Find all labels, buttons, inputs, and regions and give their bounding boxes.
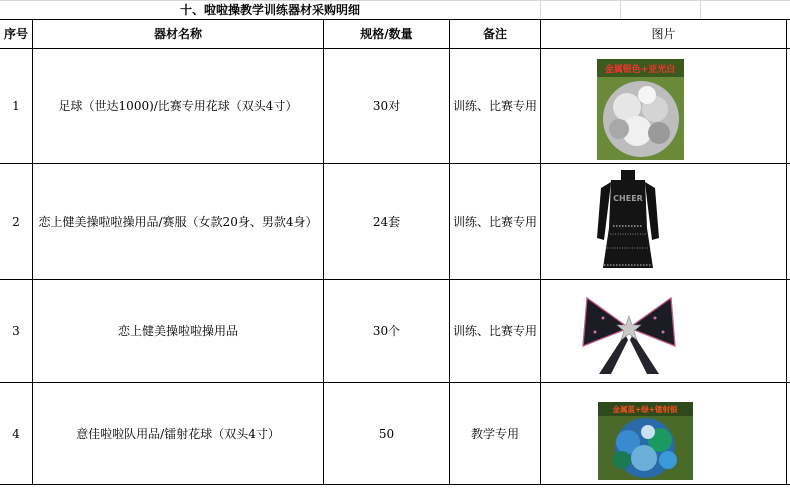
row-remark: 训练、比赛专用 xyxy=(452,214,537,229)
row-spec: 50 xyxy=(378,426,395,441)
row-index: 1 xyxy=(12,99,20,113)
cheer-uniform-icon xyxy=(593,168,663,274)
header-spec: 规格/数量 xyxy=(360,27,413,41)
header-remark: 备注 xyxy=(482,27,507,41)
laser-pom-label: 金属蓝+绿+镭射银 xyxy=(612,405,678,414)
hair-bow-icon xyxy=(581,292,677,376)
silver-pom-pom-icon xyxy=(597,59,684,160)
row-name: 足球（世达1000)/比赛专用花球（双头4寸） xyxy=(58,99,298,113)
uniform-text: CHEER xyxy=(613,194,643,203)
header-image: 图片 xyxy=(651,27,676,41)
row-index: 3 xyxy=(12,324,20,338)
pom-label: 金属银色+亚光白 xyxy=(604,65,676,75)
row-index: 4 xyxy=(12,426,20,441)
row-remark: 训练、比赛专用 xyxy=(452,99,537,113)
row-remark: 教学专用 xyxy=(470,426,519,441)
row-name: 恋上健美操啦啦操用品/赛服（女款20身、男款4身） xyxy=(38,214,318,229)
row-remark: 训练、比赛专用 xyxy=(452,324,537,338)
header-name: 器材名称 xyxy=(153,27,202,41)
sheet-title: 十、啦啦操教学训练器材采购明细 xyxy=(180,3,361,17)
row-name: 意佳啦啦队用品/镭射花球（双头4寸） xyxy=(76,426,280,441)
row-index: 2 xyxy=(12,214,20,229)
row-spec: 30对 xyxy=(372,99,401,113)
laser-pom-pom-icon xyxy=(598,402,693,480)
row-name: 恋上健美操啦啦操用品 xyxy=(117,324,238,338)
header-index: 序号 xyxy=(3,27,28,41)
row-spec: 30个 xyxy=(372,324,401,338)
row-spec: 24套 xyxy=(372,214,401,229)
